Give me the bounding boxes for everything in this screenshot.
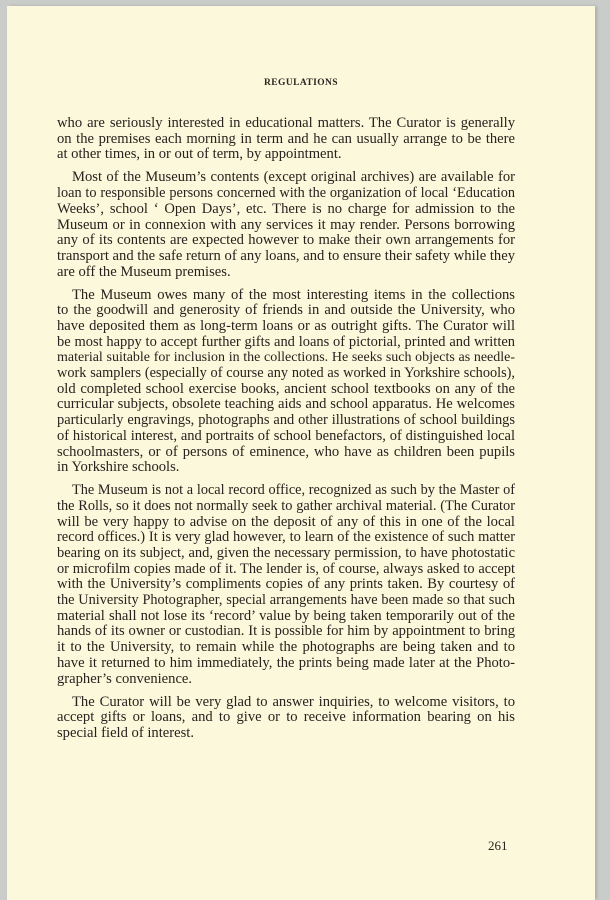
paragraph-4 bbox=[57, 483, 515, 687]
text-line: Weeks’, school ‘ Open Days’, etc. There is no charge for admission to the bbox=[57, 201, 515, 217]
text-line: accept gifts or loans, and to give or to receive information bearing on his bbox=[57, 710, 515, 726]
text-line: with the University’s compliments copies of any prints taken. By courtesy of bbox=[57, 577, 515, 593]
text-line: bearing on its subject, and, given the necessary permission, to have photostatic bbox=[57, 546, 515, 562]
running-header: REGULATIONS bbox=[264, 78, 338, 88]
text-line: have it returned to him immediately, the prints being made later at the Photo- bbox=[57, 655, 515, 671]
text-line: The Museum is not a local record office, recognized as such by the Master of bbox=[72, 483, 515, 499]
body-text bbox=[57, 116, 515, 749]
paragraph-5 bbox=[57, 695, 515, 742]
text-line: particularly engravings, photographs and other illustrations of school buildings bbox=[57, 413, 515, 429]
text-line: record offices.) It is very glad however, to learn of the existence of such matter bbox=[57, 530, 515, 546]
text-line: hands of its owner or custodian. It is possible for him by appointment to bring bbox=[57, 624, 515, 640]
text-line: Most of the Museum’s contents (except original archives) are available for bbox=[72, 170, 515, 186]
text-line: be most happy to accept further gifts and loans of pictorial, printed and written bbox=[57, 334, 515, 350]
text-line: special field of interest. bbox=[57, 726, 194, 741]
text-line: of historical interest, and portraits of school benefactors, of distinguished local bbox=[57, 428, 515, 444]
text-line: on the premises each morning in term and he can usually arrange to be there bbox=[57, 131, 515, 147]
text-line: will be very happy to advise on the deposit of any of this in one of the local bbox=[57, 514, 515, 530]
text-line: curricular subjects, obsolete teaching aids and school apparatus. He welcomes bbox=[57, 397, 515, 413]
text-line: transport and the safe return of any loans, and to ensure their safety while they bbox=[57, 248, 515, 264]
text-line: material shall not lose its ‘record’ value by being taken temporarily out of the bbox=[57, 608, 515, 624]
page-number: 261 bbox=[488, 838, 508, 853]
document-page bbox=[7, 6, 595, 900]
text-line: material suitable for inclusion in the collections. He seeks such objects as needle- bbox=[57, 350, 515, 366]
text-line: at other times, in or out of term, by appointment. bbox=[57, 147, 342, 163]
text-line: Museum or in connexion with any services it may render. Persons borrowing bbox=[57, 217, 515, 233]
paragraph-3 bbox=[57, 288, 515, 476]
paragraph-2 bbox=[57, 170, 515, 280]
text-line: work samplers (especially of course any noted as worked in Yorkshire schools), bbox=[57, 366, 515, 382]
paragraph-1 bbox=[57, 116, 515, 163]
text-line: grapher’s convenience. bbox=[57, 671, 193, 687]
text-line: are off the Museum premises. bbox=[57, 264, 231, 280]
text-line: the Rolls, so it does not normally seek to gather archival material. (The Curator bbox=[57, 498, 515, 514]
text-line: to the goodwill and generosity of friends in and outside the University, who bbox=[57, 303, 515, 319]
text-line: loan to responsible persons concerned with the organization of local ‘Education bbox=[57, 186, 515, 202]
text-line: old completed school exercise books, ancient school textbooks on any of the bbox=[57, 381, 515, 397]
text-line: The Museum owes many of the most interesting items in the collections bbox=[72, 287, 515, 303]
text-line: who are seriously interested in educational matters. The Curator is generally bbox=[57, 116, 515, 131]
text-line: in Yorkshire schools. bbox=[57, 460, 180, 476]
text-line: schoolmasters, or of persons of eminence, who have as children been pupils bbox=[57, 444, 515, 460]
text-line: have deposited them as long-term loans or as outright gifts. The Curator will bbox=[57, 319, 515, 335]
text-line: any of its contents are expected however to make their own arrangements for bbox=[57, 233, 515, 249]
text-line: or microfilm copies made of it. The lender is, of course, always asked to accept bbox=[57, 561, 515, 577]
text-line: the University Photographer, special arrangements have been made so that such bbox=[57, 593, 515, 609]
text-line: it to the University, to remain while the photographs are being taken and to bbox=[57, 640, 515, 656]
text-line: The Curator will be very glad to answer inquiries, to welcome visitors, to bbox=[72, 694, 515, 710]
